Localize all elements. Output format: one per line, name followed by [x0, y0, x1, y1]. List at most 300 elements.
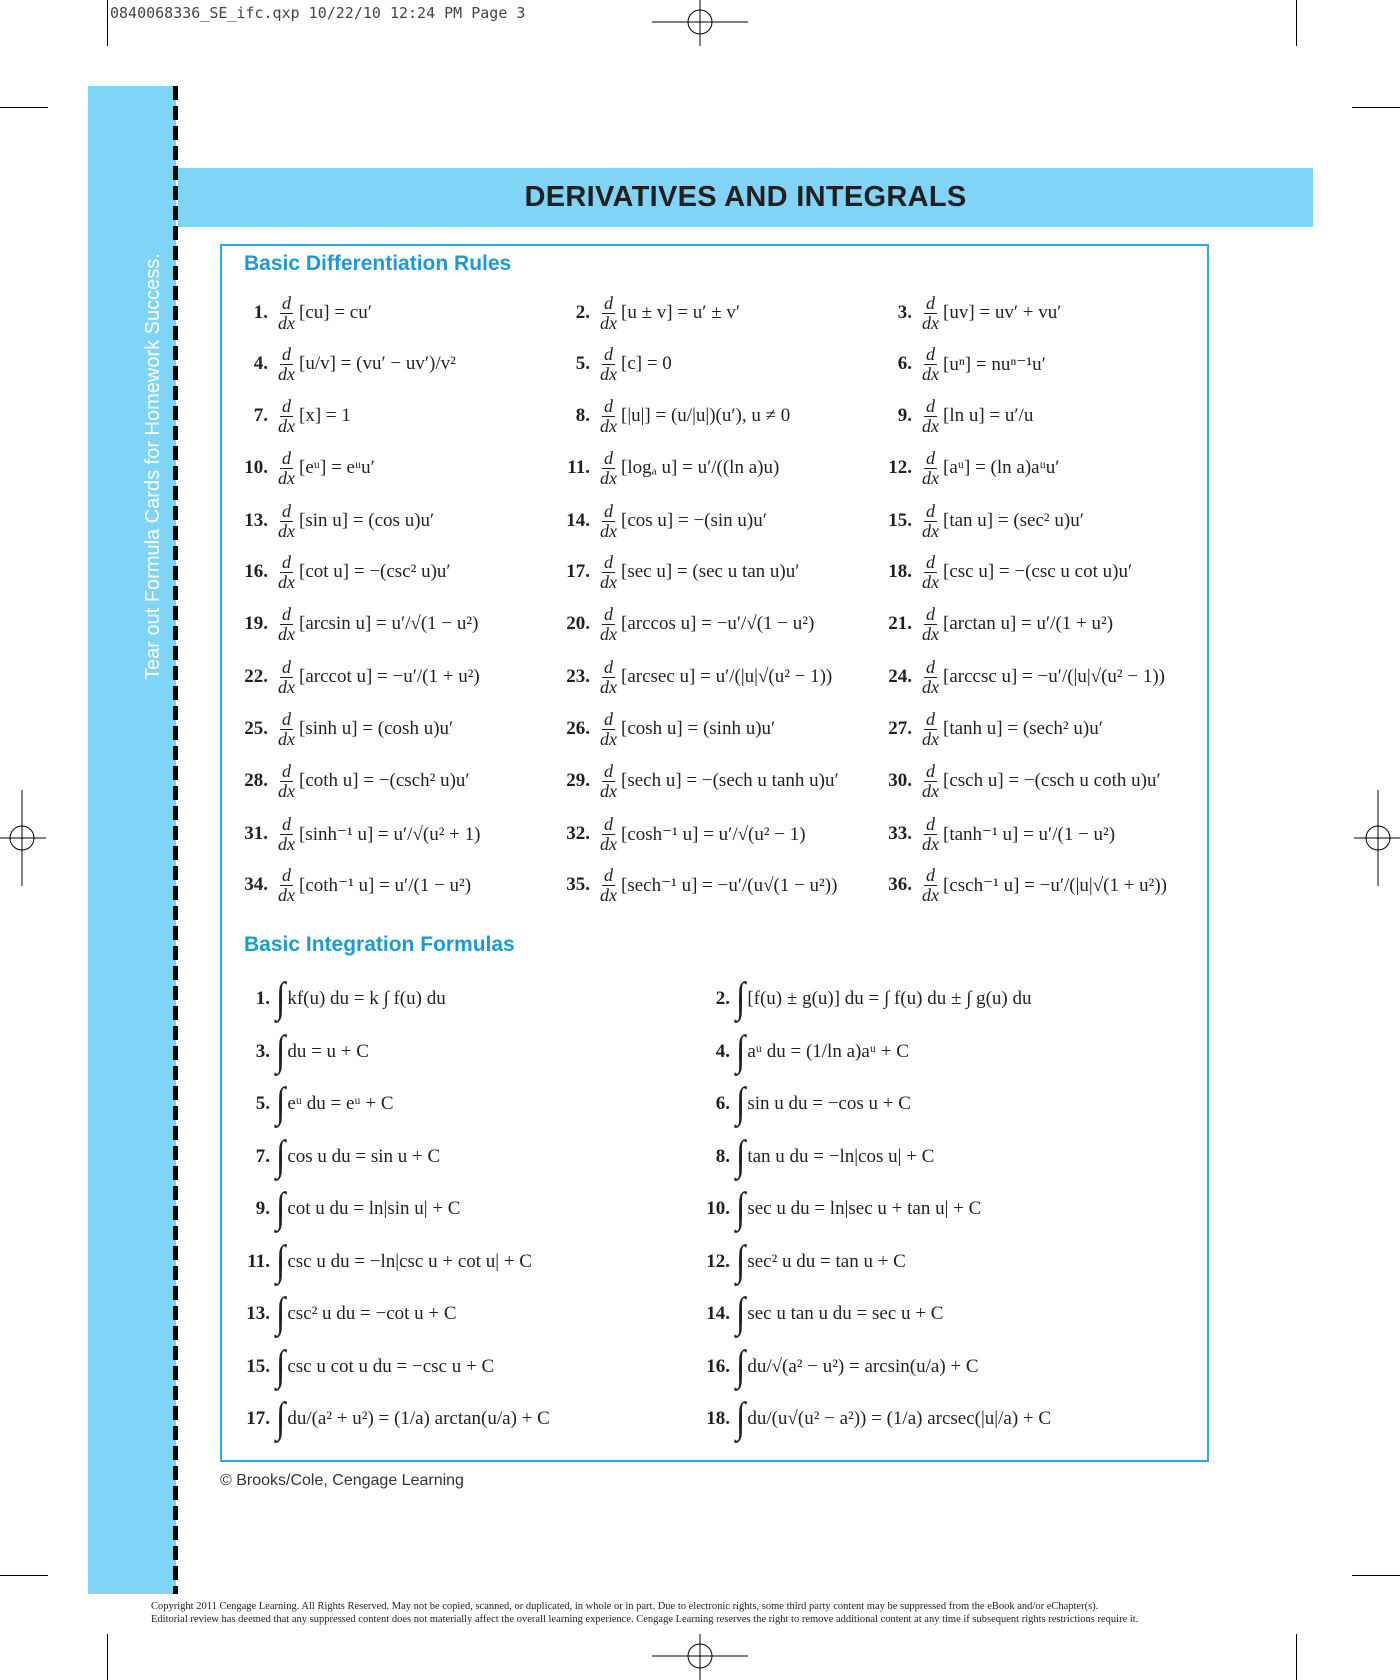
copyright-notice: [151, 1600, 1311, 1626]
integral-formula: [696, 1184, 981, 1234]
operator-denominator: dx: [278, 571, 295, 592]
registration-mark-icon: [1354, 790, 1400, 886]
d-dx-operator: [598, 658, 619, 697]
derivative-rule: [880, 393, 1033, 439]
operator-numerator: d: [604, 603, 613, 624]
derivative-rule: [558, 445, 779, 491]
derivative-rule: [880, 654, 1165, 700]
derivative-rule: [880, 811, 1115, 857]
operator-denominator: dx: [600, 623, 617, 644]
d-dx-operator: [920, 762, 941, 801]
operator-denominator: dx: [278, 623, 295, 644]
derivative-rule: [236, 654, 480, 700]
rule-number: 7.: [253, 405, 268, 426]
operator-denominator: dx: [922, 884, 939, 905]
crop-mark: [1352, 1575, 1400, 1576]
operator-denominator: dx: [922, 833, 939, 854]
tear-line: [173, 86, 178, 1594]
operator-numerator: d: [604, 395, 613, 416]
rule-number: 21.: [888, 613, 912, 634]
rule-number: 33.: [888, 823, 912, 844]
derivative-rule: [880, 706, 1103, 752]
rule-expression: [arccsc u] = −u′/(|u|√(u² − 1)): [943, 666, 1165, 687]
rule-expression: [arcsec u] = u′/(|u|√(u² − 1)): [621, 666, 833, 687]
operator-denominator: dx: [922, 623, 939, 644]
rule-number: 29.: [566, 770, 590, 791]
formula-number: 8.: [715, 1146, 730, 1167]
integral-sign: ∫: [736, 1080, 746, 1127]
rule-number: 30.: [888, 770, 912, 791]
rule-expression: [cos u] = −(sin u)u′: [621, 510, 767, 531]
d-dx-operator: [598, 294, 619, 333]
rule-number: 34.: [244, 874, 268, 895]
integral-sign: ∫: [276, 1028, 286, 1075]
integral-sign: ∫: [276, 1133, 286, 1180]
integral-sign: ∫: [736, 1133, 746, 1180]
derivative-rule: [880, 549, 1132, 595]
integral-formula: [236, 1342, 494, 1392]
d-dx-operator: [920, 294, 941, 333]
crop-mark: [1296, 0, 1297, 46]
formula-expression: sec u tan u du = sec u + C: [747, 1303, 944, 1324]
operator-numerator: d: [926, 813, 935, 834]
rule-number: 27.: [888, 718, 912, 739]
rule-expression: [x] = 1: [299, 405, 351, 426]
operator-numerator: d: [604, 343, 613, 364]
operator-numerator: d: [282, 447, 291, 468]
operator-numerator: d: [604, 760, 613, 781]
operator-numerator: d: [604, 708, 613, 729]
operator-numerator: d: [926, 292, 935, 313]
rule-expression: [sec u] = (sec u tan u)u′: [621, 561, 800, 582]
operator-numerator: d: [926, 864, 935, 885]
operator-denominator: dx: [922, 415, 939, 436]
formula-expression: kf(u) du = k ∫ f(u) du: [287, 988, 446, 1009]
derivative-rule: [880, 498, 1084, 544]
operator-numerator: d: [282, 395, 291, 416]
d-dx-operator: [920, 710, 941, 749]
crop-mark: [0, 107, 48, 108]
operator-denominator: dx: [278, 833, 295, 854]
formula-expression: cos u du = sin u + C: [287, 1146, 441, 1167]
rule-number: 18.: [888, 561, 912, 582]
formula-number: 7.: [255, 1146, 270, 1167]
formula-number: 16.: [706, 1356, 730, 1377]
integral-sign: ∫: [276, 1290, 286, 1337]
rule-number: 26.: [566, 718, 590, 739]
rule-expression: [coth⁻¹ u] = u′/(1 − u²): [299, 874, 472, 896]
formula-expression: csc u du = −ln|csc u + cot u| + C: [287, 1251, 532, 1272]
derivative-rule: [880, 341, 1046, 387]
integral-sign: ∫: [276, 975, 286, 1022]
rule-expression: [eᵘ] = eᵘu′: [299, 457, 375, 478]
rule-number: 19.: [244, 613, 268, 634]
rule-expression: [uⁿ] = nuⁿ⁻¹u′: [943, 353, 1046, 375]
derivative-rule: [236, 498, 434, 544]
rule-expression: [csch u] = −(csch u coth u)u′: [943, 770, 1161, 791]
rule-number: 36.: [888, 874, 912, 895]
crop-mark: [0, 1575, 48, 1576]
rule-expression: [tanh⁻¹ u] = u′/(1 − u²): [943, 823, 1116, 845]
derivative-rule: [558, 601, 814, 647]
operator-numerator: d: [282, 656, 291, 677]
derivative-rule: [236, 549, 451, 595]
operator-numerator: d: [282, 500, 291, 521]
operator-numerator: d: [926, 708, 935, 729]
operator-numerator: d: [282, 864, 291, 885]
operator-numerator: d: [282, 760, 291, 781]
operator-denominator: dx: [278, 312, 295, 333]
operator-denominator: dx: [278, 520, 295, 541]
rule-number: 13.: [244, 510, 268, 531]
formula-number: 6.: [715, 1093, 730, 1114]
formula-expression: du = u + C: [287, 1041, 369, 1062]
operator-denominator: dx: [922, 571, 939, 592]
operator-denominator: dx: [922, 312, 939, 333]
crop-mark: [107, 0, 108, 46]
d-dx-operator: [276, 449, 297, 488]
operator-denominator: dx: [278, 780, 295, 801]
rule-number: 15.: [888, 510, 912, 531]
integral-formula: [696, 1342, 979, 1392]
rule-number: 22.: [244, 666, 268, 687]
d-dx-operator: [920, 658, 941, 697]
integral-sign: ∫: [736, 1395, 746, 1442]
derivative-rule: [880, 445, 1059, 491]
derivative-rule: [236, 290, 372, 336]
rule-expression: [arctan u] = u′/(1 + u²): [943, 613, 1114, 634]
operator-numerator: d: [282, 603, 291, 624]
integral-formula: [236, 1394, 550, 1444]
operator-denominator: dx: [600, 312, 617, 333]
derivative-rule: [558, 862, 837, 908]
derivative-rule: [880, 862, 1167, 908]
rule-number: 10.: [244, 457, 268, 478]
title-banner: [178, 168, 1313, 227]
formula-number: 4.: [715, 1041, 730, 1062]
derivative-rule: [880, 290, 1061, 336]
derivative-rule: [236, 706, 453, 752]
formula-number: 12.: [706, 1251, 730, 1272]
d-dx-operator: [920, 449, 941, 488]
derivative-rule: [558, 290, 740, 336]
integral-sign: ∫: [736, 1028, 746, 1075]
rule-expression: [sinh u] = (cosh u)u′: [299, 718, 454, 739]
formula-expression: sec u du = ln|sec u + tan u| + C: [747, 1198, 982, 1219]
rule-expression: [arccos u] = −u′/√(1 − u²): [621, 613, 815, 634]
operator-numerator: d: [282, 292, 291, 313]
rule-expression: [sech u] = −(sech u tanh u)u′: [621, 770, 839, 791]
integration-heading: Basic Integration Formulas: [244, 933, 515, 956]
formula-expression: csc u cot u du = −csc u + C: [287, 1356, 495, 1377]
integral-sign: ∫: [276, 1080, 286, 1127]
rule-number: 4.: [253, 353, 268, 374]
integral-sign: ∫: [736, 975, 746, 1022]
operator-numerator: d: [926, 603, 935, 624]
operator-numerator: d: [604, 864, 613, 885]
formula-expression: cot u du = ln|sin u| + C: [287, 1198, 461, 1219]
operator-numerator: d: [926, 551, 935, 572]
derivative-rule: [558, 758, 839, 804]
rule-expression: [u ± v] = u′ ± v′: [621, 302, 741, 323]
operator-denominator: dx: [922, 467, 939, 488]
integral-formula: [236, 1289, 457, 1339]
crop-mark: [107, 1634, 108, 1680]
integral-formula: [236, 1027, 369, 1077]
formula-number: 14.: [706, 1303, 730, 1324]
d-dx-operator: [598, 397, 619, 436]
registration-mark-icon: [652, 1634, 748, 1680]
formula-expression: sec² u du = tan u + C: [747, 1251, 906, 1272]
rule-expression: [cosh u] = (sinh u)u′: [621, 718, 776, 739]
d-dx-operator: [598, 815, 619, 854]
d-dx-operator: [920, 866, 941, 905]
rule-number: 12.: [888, 457, 912, 478]
rule-expression: [arccot u] = −u′/(1 + u²): [299, 666, 480, 687]
operator-denominator: dx: [600, 467, 617, 488]
rule-expression: [uv] = uv′ + vu′: [943, 302, 1062, 323]
derivative-rule: [558, 654, 832, 700]
rule-number: 25.: [244, 718, 268, 739]
derivative-rule: [558, 811, 806, 857]
operator-denominator: dx: [922, 363, 939, 384]
rule-number: 32.: [566, 823, 590, 844]
operator-denominator: dx: [600, 833, 617, 854]
d-dx-operator: [920, 815, 941, 854]
formula-number: 18.: [706, 1408, 730, 1429]
derivative-rule: [236, 811, 480, 857]
operator-numerator: d: [604, 447, 613, 468]
derivative-rule: [236, 341, 456, 387]
rule-expression: [coth u] = −(csch² u)u′: [299, 770, 470, 791]
operator-denominator: dx: [278, 676, 295, 697]
derivative-rule: [880, 601, 1113, 647]
rule-number: 14.: [566, 510, 590, 531]
formula-number: 11.: [247, 1251, 270, 1272]
rule-number: 1.: [253, 302, 268, 323]
operator-denominator: dx: [922, 676, 939, 697]
d-dx-operator: [276, 345, 297, 384]
rule-number: 24.: [888, 666, 912, 687]
rule-number: 20.: [566, 613, 590, 634]
operator-denominator: dx: [600, 520, 617, 541]
operator-numerator: d: [604, 656, 613, 677]
formula-number: 1.: [255, 988, 270, 1009]
formula-number: 3.: [255, 1041, 270, 1062]
integral-formula: [696, 1394, 1051, 1444]
d-dx-operator: [276, 397, 297, 436]
operator-numerator: d: [926, 500, 935, 521]
rule-expression: [c] = 0: [621, 353, 672, 374]
registration-mark-icon: [0, 790, 46, 886]
rule-number: 5.: [575, 353, 590, 374]
crop-mark: [1296, 1634, 1297, 1680]
rule-expression: [tanh u] = (sech² u)u′: [943, 718, 1103, 739]
operator-numerator: d: [604, 500, 613, 521]
operator-numerator: d: [926, 760, 935, 781]
integral-sign: ∫: [276, 1395, 286, 1442]
d-dx-operator: [920, 397, 941, 436]
page-title: DERIVATIVES AND INTEGRALS: [524, 181, 967, 213]
operator-denominator: dx: [922, 780, 939, 801]
derivative-rule: [236, 758, 470, 804]
rule-number: 9.: [897, 405, 912, 426]
integral-formula: [236, 974, 446, 1024]
rule-number: 31.: [244, 823, 268, 844]
operator-denominator: dx: [278, 467, 295, 488]
rule-expression: [tan u] = (sec² u)u′: [943, 510, 1084, 531]
operator-denominator: dx: [922, 728, 939, 749]
derivative-rule: [558, 549, 799, 595]
d-dx-operator: [276, 762, 297, 801]
integral-sign: ∫: [276, 1238, 286, 1285]
derivative-rule: [236, 862, 471, 908]
operator-denominator: dx: [600, 780, 617, 801]
derivative-rule: [558, 498, 767, 544]
operator-denominator: dx: [278, 363, 295, 384]
operator-denominator: dx: [278, 415, 295, 436]
formula-expression: aᵘ du = (1/ln a)aᵘ + C: [747, 1041, 909, 1062]
derivative-rule: [558, 393, 790, 439]
rule-expression: [|u|] = (u/|u|)(u′), u ≠ 0: [621, 405, 791, 426]
integral-formula: [236, 1079, 394, 1129]
formula-expression: csc² u du = −cot u + C: [287, 1303, 457, 1324]
operator-denominator: dx: [600, 363, 617, 384]
integral-formula: [696, 1289, 943, 1339]
rule-expression: [logₐ u] = u′/((ln a)u): [621, 457, 780, 478]
operator-denominator: dx: [600, 884, 617, 905]
integral-sign: ∫: [736, 1290, 746, 1337]
formula-number: 17.: [246, 1408, 270, 1429]
operator-denominator: dx: [600, 415, 617, 436]
d-dx-operator: [276, 815, 297, 854]
formula-number: 9.: [255, 1198, 270, 1219]
d-dx-operator: [598, 449, 619, 488]
integral-formula: [696, 1132, 934, 1182]
operator-denominator: dx: [278, 884, 295, 905]
file-slug: 0840068336_SE_ifc.qxp 10/22/10 12:24 PM Page 3: [110, 4, 526, 22]
d-dx-operator: [276, 710, 297, 749]
d-dx-operator: [598, 762, 619, 801]
operator-numerator: d: [926, 447, 935, 468]
operator-numerator: d: [604, 813, 613, 834]
d-dx-operator: [920, 553, 941, 592]
rule-expression: [cu] = cu′: [299, 302, 372, 323]
operator-numerator: d: [282, 708, 291, 729]
operator-denominator: dx: [600, 728, 617, 749]
operator-numerator: d: [282, 551, 291, 572]
d-dx-operator: [276, 605, 297, 644]
integral-formula: [696, 1027, 909, 1077]
d-dx-operator: [276, 502, 297, 541]
d-dx-operator: [276, 553, 297, 592]
rule-expression: [csch⁻¹ u] = −u′/(|u|√(1 + u²)): [943, 874, 1168, 896]
operator-numerator: d: [282, 343, 291, 364]
formula-expression: du/√(a² − u²) = arcsin(u/a) + C: [747, 1356, 979, 1377]
rule-number: 17.: [566, 561, 590, 582]
operator-numerator: d: [604, 292, 613, 313]
derivative-rule: [558, 341, 672, 387]
rule-expression: [ln u] = u′/u: [943, 405, 1034, 426]
integral-formula: [696, 1079, 911, 1129]
operator-denominator: dx: [600, 571, 617, 592]
rule-expression: [csc u] = −(csc u cot u)u′: [943, 561, 1133, 582]
d-dx-operator: [598, 553, 619, 592]
formula-expression: [f(u) ± g(u)] du = ∫ f(u) du ± ∫ g(u) du: [747, 988, 1032, 1009]
d-dx-operator: [598, 502, 619, 541]
formula-number: 10.: [706, 1198, 730, 1219]
formula-expression: eᵘ du = eᵘ + C: [287, 1093, 394, 1114]
integral-formula: [696, 974, 1031, 1024]
integral-sign: ∫: [736, 1238, 746, 1285]
formula-expression: sin u du = −cos u + C: [747, 1093, 911, 1114]
rule-expression: [sinh⁻¹ u] = u′/√(u² + 1): [299, 823, 481, 845]
d-dx-operator: [920, 345, 941, 384]
d-dx-operator: [920, 502, 941, 541]
rule-number: 6.: [897, 353, 912, 374]
formula-number: 5.: [255, 1093, 270, 1114]
rule-expression: [cosh⁻¹ u] = u′/√(u² − 1): [621, 823, 806, 845]
d-dx-operator: [598, 866, 619, 905]
rule-expression: [arcsin u] = u′/√(1 − u²): [299, 613, 479, 634]
rule-expression: [cot u] = −(csc² u)u′: [299, 561, 451, 582]
derivative-rule: [236, 393, 351, 439]
d-dx-operator: [598, 345, 619, 384]
operator-numerator: d: [604, 551, 613, 572]
rule-expression: [u/v] = (vu′ − uv′)/v²: [299, 353, 456, 374]
copyright-line-1: Copyright 2011 Cengage Learning. All Rights Reserved. May not be copied, scanned, or duplicated, in whole or in part. Due to electronic rights, some third party content may be suppressed from the eBook and/or eChapter(s).: [151, 1601, 1099, 1612]
integral-sign: ∫: [736, 1185, 746, 1232]
integral-sign: ∫: [276, 1343, 286, 1390]
formula-expression: du/(u√(u² − a²)) = (1/a) arcsec(|u|/a) + C: [747, 1408, 1052, 1429]
derivative-rule: [236, 445, 375, 491]
rule-number: 28.: [244, 770, 268, 791]
crop-mark: [1352, 107, 1400, 108]
registration-mark-icon: [652, 0, 748, 46]
side-tab-label: Tear out Formula Cards for Homework Success.: [142, 253, 164, 680]
d-dx-operator: [598, 710, 619, 749]
derivative-rule: [558, 706, 775, 752]
rule-number: 3.: [897, 302, 912, 323]
integral-sign: ∫: [276, 1185, 286, 1232]
integral-formula: [236, 1184, 460, 1234]
formula-number: 2.: [715, 988, 730, 1009]
integral-formula: [236, 1132, 440, 1182]
d-dx-operator: [276, 658, 297, 697]
operator-numerator: d: [926, 395, 935, 416]
operator-denominator: dx: [922, 520, 939, 541]
d-dx-operator: [276, 866, 297, 905]
derivative-rule: [880, 758, 1161, 804]
integral-sign: ∫: [736, 1343, 746, 1390]
formula-expression: du/(a² + u²) = (1/a) arctan(u/a) + C: [287, 1408, 550, 1429]
integral-formula: [696, 1237, 906, 1287]
credit-line: © Brooks/Cole, Cengage Learning: [220, 1472, 464, 1489]
differentiation-heading: Basic Differentiation Rules: [244, 252, 512, 275]
formula-expression: tan u du = −ln|cos u| + C: [747, 1146, 935, 1167]
operator-numerator: d: [926, 656, 935, 677]
operator-denominator: dx: [600, 676, 617, 697]
integral-formula: [236, 1237, 532, 1287]
rule-expression: [sin u] = (cos u)u′: [299, 510, 435, 531]
operator-numerator: d: [282, 813, 291, 834]
rule-number: 35.: [566, 874, 590, 895]
rule-expression: [sech⁻¹ u] = −u′/(u√(1 − u²)): [621, 874, 838, 896]
d-dx-operator: [598, 605, 619, 644]
operator-denominator: dx: [278, 728, 295, 749]
rule-number: 11.: [567, 457, 590, 478]
rule-number: 8.: [575, 405, 590, 426]
